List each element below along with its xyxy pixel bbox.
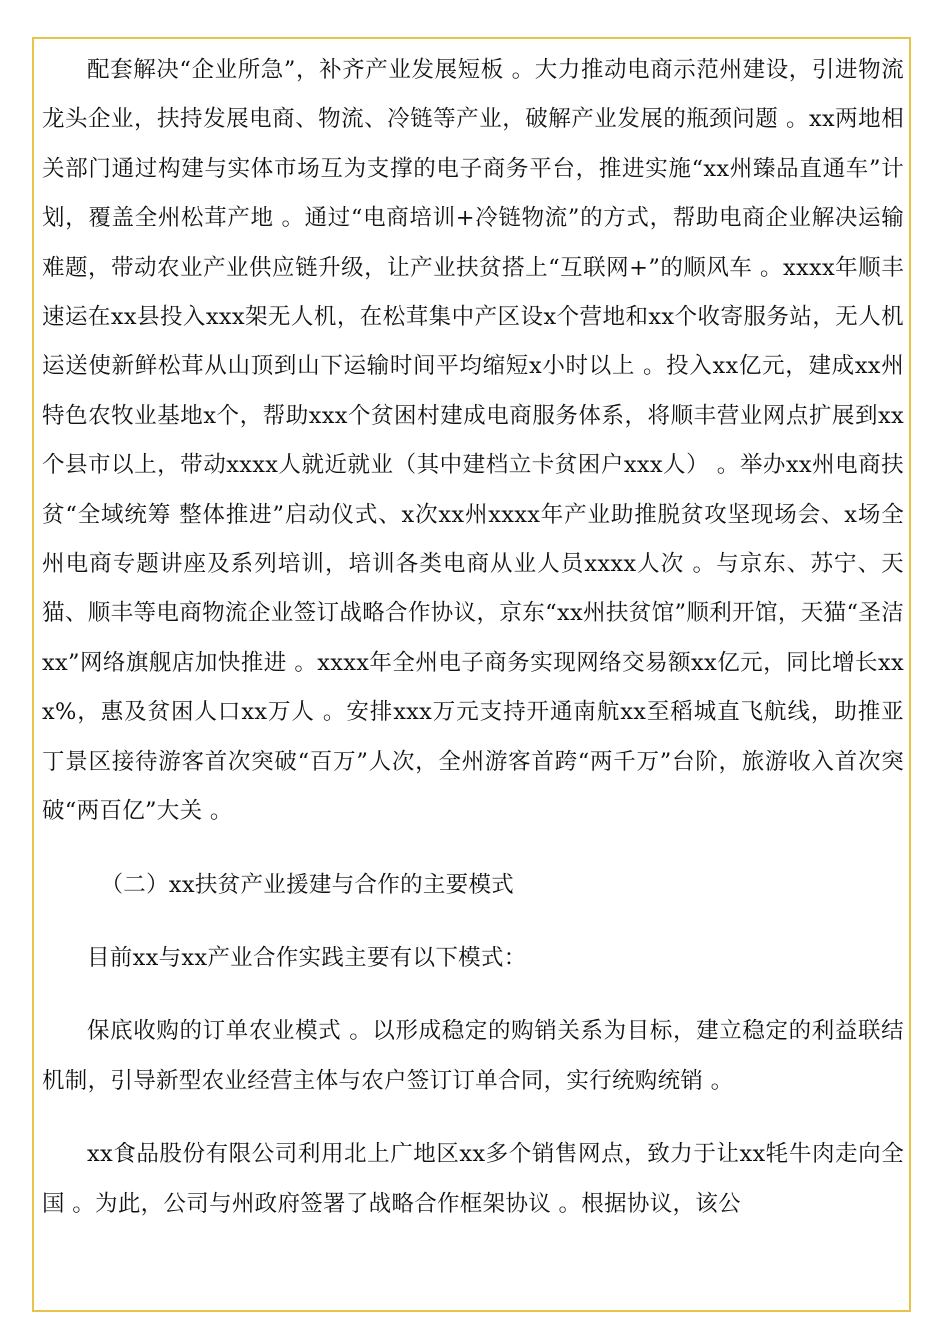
paragraph-ecommerce: 配套解决“企业所急”，补齐产业发展短板 。大力推动电商示范州建设，引进物流龙头企业，扶持发展电商、物流、冷链等产业，破解产业发展的瓶颈问题 。xx两地相关部门通过构建与实体市场互为支撑的电子商务平台，推进实施“xx州臻品直通车”计划，覆盖全州松茸产地 。通过“电商培训+冷链物流”的方式，帮助电商企业解决运输难题，带动农业产业供应链升级，让产业扶贫搭上“互联网+”的顺风车 。xxxx年顺丰速运在xx县投入xxx架无人机，在松茸集中产区设x个营地和xx个收寄服务站，无人机运送使新鲜松茸从山顶到山下运输时间平均缩短x小时以上 。投入xx亿元，建成xx州特色农牧业基地x个，帮助xxx个贫困村建成电商服务体系，将顺丰营业网点扩展到xx个县市以上，带动xxxx人就近就业（其中建档立卡贫困户xxx人） 。举办xx州电商扶贫“全域统筹 整体推进”启动仪式、x次xx州xxxx年产业助推脱贫攻坚现场会、x场全州电商专题讲座及系列培训，培训各类电商从业人员xxxx人次 。与京东、苏宁、天猫、顺丰等电商物流企业签订战略合作协议，京东“xx州扶贫馆”顺利开馆，天猫“圣洁xx”网络旗舰店加快推进 。xxxx年全州电子商务实现网络交易额xx亿元，同比增长xxx%，惠及贫困人口xx万人 。安排xxx万元支持开通南航xx至稻城直飞航线，助推亚丁景区接待游客首次突破“百万”人次，全州游客首跨“两千万”台阶，旅游收入首次突破“两百亿”大关 。: [42, 57, 904, 825]
paragraph-intro: 目前xx与xx产业合作实践主要有以下模式：: [87, 944, 527, 971]
section-heading: （二）xx扶贫产业援建与合作的主要模式: [100, 871, 515, 898]
paragraph-order-farming: 保底收购的订单农业模式 。以形成稳定的购销关系为目标，建立稳定的利益联结机制，引导新型农业经营主体与农户签订订单合同，实行统购统销 。: [42, 1018, 904, 1094]
paragraph-food-company: xx食品股份有限公司利用北上广地区xx多个销售网点，致力于让xx牦牛肉走向全国 。为此，公司与州政府签署了战略合作框架协议 。根据协议，该公: [42, 1141, 904, 1217]
document-body: [42, 46, 904, 1229]
